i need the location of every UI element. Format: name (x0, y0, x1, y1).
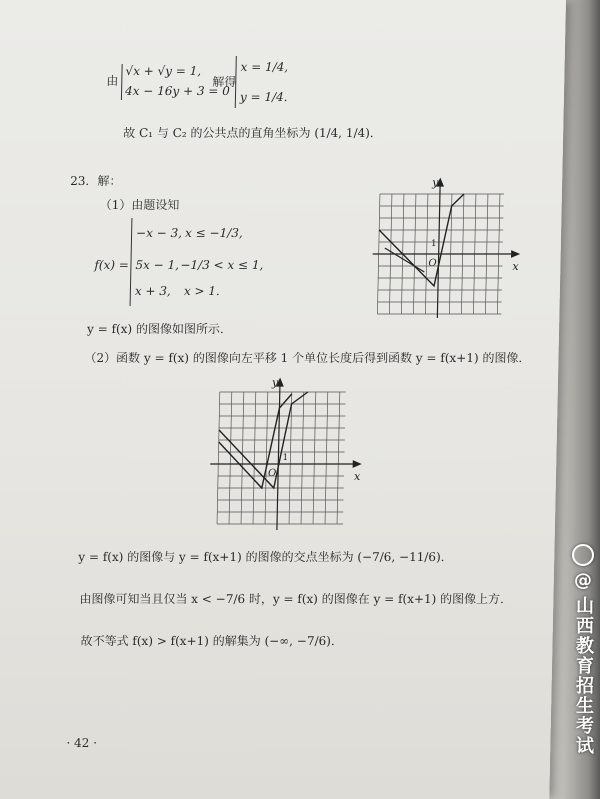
graph1-origin-label: O (428, 258, 437, 269)
graph2-one-label: 1 (282, 453, 289, 463)
part1-intro: （1）由题设知 (99, 198, 180, 212)
prev-eq1: √x + √y = 1, (125, 64, 202, 78)
prev-sol-x: x = 1/4, (240, 60, 289, 74)
part1-end: y = f(x) 的图像如图所示. (86, 322, 224, 336)
prev-sol-y: y = 1/4. (239, 90, 288, 104)
prev-system-brace (121, 64, 123, 100)
answer-text: 故不等式 f(x) > f(x+1) 的解集为 (−∞, −7/6). (80, 634, 335, 648)
prev-conclusion: 故 C₁ 与 C₂ 的公共点的直角坐标为 (1/4, 1/4). (123, 126, 374, 140)
case2-expr: 5x − 1, (135, 258, 180, 272)
part2-text: （2）函数 y = f(x) 的图像向左平移 1 个单位长度后得到函数 y = f(x+1) 的图像. (84, 351, 523, 365)
watermark-account: 山西教育招生考试 (573, 596, 594, 756)
prev-eq2: 4x − 16y + 3 = 0 (124, 84, 231, 98)
reason-text: 由图像可知当且仅当 x < −7/6 时，y = f(x) 的图像在 y = f(x+1) 的图像上方. (79, 592, 505, 606)
fx-label: f(x) = (94, 258, 130, 272)
case1-cond: x ≤ −1/3, (184, 226, 243, 240)
weibo-logo-icon (572, 544, 594, 566)
graph-f-and-shift (205, 374, 372, 534)
case3-expr: x + 3, (134, 284, 171, 298)
graph1-y-label: y (432, 176, 439, 189)
prev-you: 由 (106, 74, 119, 88)
case2-cond: −1/3 < x ≤ 1, (180, 258, 264, 272)
graph1-one-label: 1 (430, 239, 437, 249)
prev-solution-brace (235, 56, 237, 108)
graph-f (367, 176, 526, 324)
prev-jiede: 解得 (212, 75, 237, 89)
case3-cond: x > 1. (183, 284, 220, 298)
graph2-y-label: y (271, 376, 279, 389)
page-number: · 42 · (66, 736, 98, 750)
watermark-at: @ (574, 570, 592, 591)
problem-number: 23．解： (70, 174, 122, 188)
intersection-text: y = f(x) 的图像与 y = f(x+1) 的图像的交点坐标为 (−7/6, −11/6). (78, 550, 445, 564)
graph1-x-label: x (512, 260, 519, 273)
graph2-x-label: x (353, 470, 361, 483)
case1-expr: −x − 3, (135, 226, 183, 240)
graph2-origin-label: O (267, 468, 277, 479)
piecewise-brace (130, 218, 133, 306)
